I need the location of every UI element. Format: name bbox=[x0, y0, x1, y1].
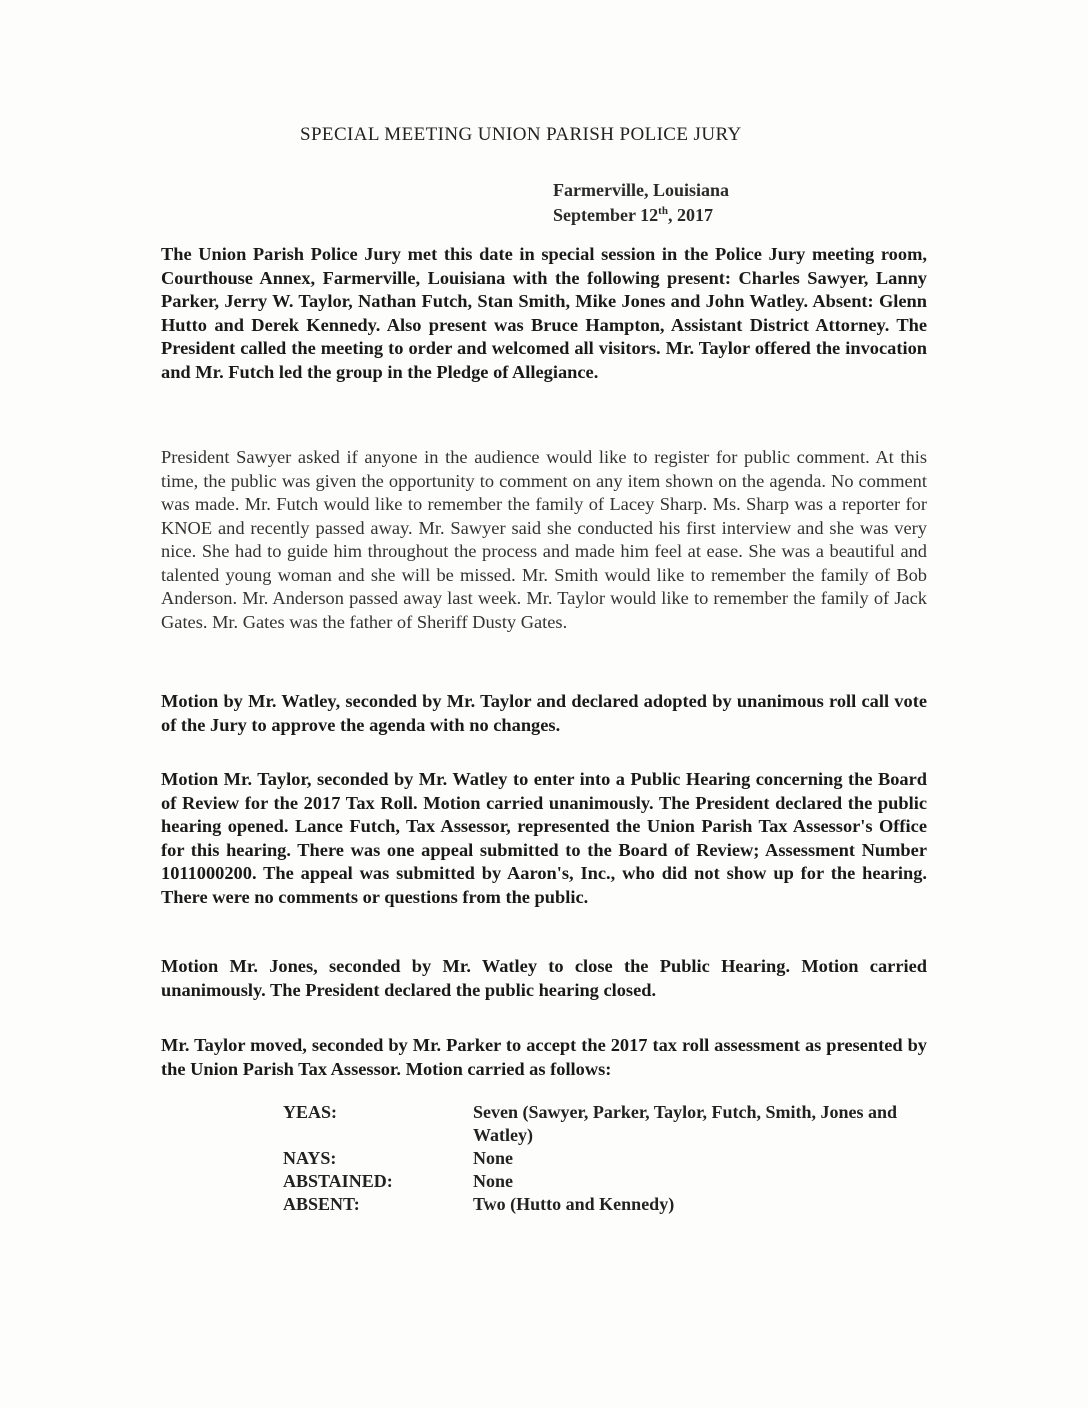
vote-label: ABSTAINED: bbox=[283, 1171, 393, 1191]
date-prefix: September 12 bbox=[553, 205, 659, 225]
paragraph-tax-roll-motion: Mr. Taylor moved, seconded by Mr. Parker to accept the 2017 tax roll assessment as presented by the Union Parish Tax Assessor. Motion carried as follows: bbox=[161, 1035, 927, 1079]
vote-table bbox=[283, 1101, 923, 1216]
vote-row-absent bbox=[283, 1193, 923, 1216]
vote-label: ABSENT: bbox=[283, 1194, 360, 1214]
date-suffix: th bbox=[658, 205, 668, 217]
vote-value: None bbox=[473, 1148, 513, 1168]
paragraph-close-hearing: Motion Mr. Jones, seconded by Mr. Watley to close the Public Hearing. Motion carried unanimously. The President declared the public hearing closed. bbox=[161, 956, 927, 1000]
vote-value: Seven (Sawyer, Parker, Taylor, Futch, Smith, Jones and Watley) bbox=[473, 1102, 898, 1145]
date-year: , 2017 bbox=[667, 205, 713, 225]
vote-label: NAYS: bbox=[283, 1148, 337, 1168]
location-date-block bbox=[553, 178, 729, 228]
meeting-date bbox=[553, 203, 729, 228]
vote-row-yeas bbox=[283, 1101, 923, 1147]
location: Farmerville, Louisiana bbox=[553, 180, 729, 200]
vote-row-nays bbox=[283, 1147, 923, 1170]
vote-row-abstained bbox=[283, 1170, 923, 1193]
document-title: SPECIAL MEETING UNION PARISH POLICE JURY bbox=[300, 124, 742, 145]
paragraph-public-comment: President Sawyer asked if anyone in the audience would like to register for public comment. At this time, the public was given the opportunity to comment on any item shown on the agenda. No comment was made. Mr. Futch would like to remember the family of Lacey Sharp. Ms. Sharp was a reporter for KNOE and recently passed away. Mr. Sawyer said she conducted his first interview and she was very nice. She had to guide him throughout the process and made him feel at ease. She was a beautiful and talented young woman and she will be missed. Mr. Smith would like to remember the family of Bob Anderson. Mr. Anderson passed away last week. Mr. Taylor would like to remember the family of Jack Gates. Mr. Gates was the father of Sheriff Dusty Gates. bbox=[161, 447, 927, 632]
paragraph-public-hearing: Motion Mr. Taylor, seconded by Mr. Watley to enter into a Public Hearing concerning the Board of Review for the 2017 Tax Roll. Motion carried unanimously. The President declared the public hearing opened. Lance Futch, Tax Assessor, represented the Union Parish Tax Assessor's Office for this hearing. There was one appeal submitted to the Board of Review; Assessment Number 1011000200. The appeal was submitted by Aaron's, Inc., who did not show up for the hearing. There were no comments or questions from the public. bbox=[161, 769, 927, 907]
paragraph-agenda-motion: Motion by Mr. Watley, seconded by Mr. Taylor and declared adopted by unanimous roll call vote of the Jury to approve the agenda with no changes. bbox=[161, 691, 927, 735]
paragraph-attendance: The Union Parish Police Jury met this date in special session in the Police Jury meeting room, Courthouse Annex, Farmerville, Louisiana with the following present: Charles Sawyer, Lanny Parker, Jerry W. Taylor, Nathan Futch, Stan Smith, Mike Jones and John Watley. Absent: Glenn Hutto and Derek Kennedy. Also present was Bruce Hampton, Assistant District Attorney. The President called the meeting to order and welcomed all visitors. Mr. Taylor offered the invocation and Mr. Futch led the group in the Pledge of Allegiance. bbox=[161, 244, 927, 382]
vote-value: Two (Hutto and Kennedy) bbox=[473, 1194, 675, 1214]
vote-label: YEAS: bbox=[283, 1102, 338, 1122]
vote-value: None bbox=[473, 1171, 513, 1191]
